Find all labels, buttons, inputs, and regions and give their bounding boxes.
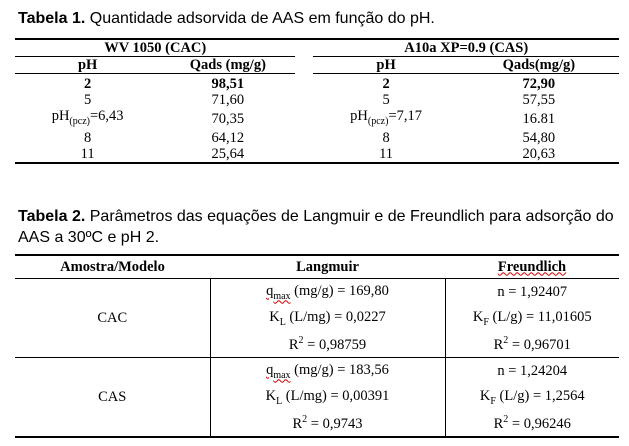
table-cell: 11 <box>15 146 160 163</box>
table1-group2: A10a XP=0.9 (CAS) <box>313 39 619 57</box>
kf-subscript: F <box>483 316 489 328</box>
table-cell <box>210 305 445 331</box>
sample-cas: CAS <box>15 358 210 438</box>
ph-value: =7,17 <box>388 108 422 124</box>
table-cell: 2 <box>83 76 92 92</box>
table2-header-freundlich <box>445 255 619 279</box>
r2-value: = 0,98759 <box>303 336 367 353</box>
qmax-symbol: q <box>266 361 274 378</box>
table-row <box>15 108 619 130</box>
freundlich-label: Freundlich <box>497 258 567 275</box>
table1-group1: WV 1050 (CAC) <box>15 39 295 57</box>
table-cell: 20,63 <box>459 146 619 163</box>
table1-col-ph-1: pH <box>15 57 160 74</box>
table-cell <box>445 331 619 358</box>
table1-col-ph-2: pH <box>313 57 458 74</box>
table2-header-row <box>15 255 619 279</box>
kl-symbol: K <box>265 387 277 404</box>
table2-caption-text: Parâmetros das equações de Langmuir e de Freundlich para adsorção do AAS a 30ºC e pH 2. <box>18 208 614 246</box>
table2-header-sample: Amostra/Modelo <box>15 255 210 279</box>
table-row <box>15 130 619 146</box>
r2-superscript: 2 <box>503 334 509 346</box>
table-cell: 5 <box>382 92 390 108</box>
table1-group-header-row <box>15 39 619 57</box>
r2-superscript: 2 <box>302 413 308 425</box>
ph-label: pH <box>51 108 70 124</box>
table-cell <box>445 410 619 437</box>
table1-col-qads-2: Qads(mg/g) <box>459 57 619 74</box>
table-cell: 8 <box>382 129 390 146</box>
table2 <box>15 254 619 438</box>
table-cell <box>210 279 445 306</box>
table1-caption-text: Quantidade adsorvida de AAS em função do pH. <box>85 10 435 27</box>
table-row <box>15 92 619 108</box>
table-cell <box>445 384 619 410</box>
table-cell: 57,55 <box>522 92 556 108</box>
r2-superscript: 2 <box>503 413 509 425</box>
r2-symbol: R <box>493 415 504 432</box>
table-cell: 11 <box>313 146 458 163</box>
kf-symbol: K <box>479 387 491 404</box>
table1-column-header-row <box>15 57 619 74</box>
r2-symbol: R <box>493 336 504 353</box>
ph-label: pH <box>350 108 368 124</box>
table-cell: 98,51 <box>211 76 245 92</box>
table-cell <box>210 331 445 358</box>
table-cell <box>210 384 445 410</box>
table-row <box>15 74 619 93</box>
r2-value: = 0,9743 <box>307 415 363 432</box>
table-cell <box>210 358 445 385</box>
table1-col-qads-1: Qads (mg/g) <box>160 57 295 74</box>
qmax-subscript: max <box>273 290 291 302</box>
r2-superscript: 2 <box>298 334 304 346</box>
r2-value: = 0,96701 <box>508 336 571 353</box>
kf-value: (L/g) = 1,2564 <box>495 387 585 404</box>
table-row <box>15 358 619 385</box>
table-row <box>15 146 619 163</box>
table-cell: 8 <box>83 129 92 146</box>
r2-symbol: R <box>292 415 303 432</box>
kl-value: (L/mg) = 0,0227 <box>285 308 386 325</box>
table-cell: 2 <box>382 76 390 92</box>
table-cell: 5 <box>83 92 92 108</box>
kf-symbol: K <box>472 308 484 325</box>
ph-subscript: (pcz) <box>69 115 90 127</box>
table1-caption-label: Tabela 1. <box>18 10 86 27</box>
table-cell <box>210 410 445 437</box>
table1-caption <box>18 10 618 28</box>
qmax-subscript: max <box>273 369 291 381</box>
kl-subscript: L <box>276 395 283 407</box>
kf-value: (L/g) = 11,01605 <box>488 308 592 325</box>
ph-subscript: (pcz) <box>367 115 389 127</box>
table-cell: n = 1,24204 <box>445 358 619 385</box>
table-cell: 64,12 <box>211 129 245 146</box>
table-cell: n = 1,92407 <box>497 283 568 300</box>
table-cell: 72,90 <box>522 76 556 92</box>
table-cell: 16.81 <box>522 110 556 127</box>
table-cell <box>15 108 160 130</box>
table2-caption-label: Tabela 2. <box>18 208 86 225</box>
kf-subscript: F <box>490 395 496 407</box>
sample-cac: CAC <box>15 279 210 358</box>
kl-subscript: L <box>279 316 286 328</box>
kl-value: (L/mg) = 0,00391 <box>282 387 390 404</box>
table2-caption <box>18 206 623 248</box>
table2-header-langmuir: Langmuir <box>210 255 445 279</box>
table-row <box>15 279 619 306</box>
r2-value: = 0,96246 <box>508 415 571 432</box>
ph-value: =6,43 <box>89 108 124 124</box>
table-cell: 25,64 <box>160 146 295 163</box>
r2-symbol: R <box>288 336 299 353</box>
table-cell <box>445 305 619 331</box>
table-cell <box>313 108 458 130</box>
qmax-value: (mg/g) = 183,56 <box>290 361 389 378</box>
table-cell: 71,60 <box>211 92 245 108</box>
table-cell: 70,35 <box>211 110 245 127</box>
table-cell: 54,80 <box>522 129 556 146</box>
table1 <box>15 38 619 164</box>
kl-symbol: K <box>269 308 280 325</box>
qmax-symbol: q <box>266 282 274 299</box>
qmax-value: (mg/g) = 169,80 <box>290 282 389 299</box>
